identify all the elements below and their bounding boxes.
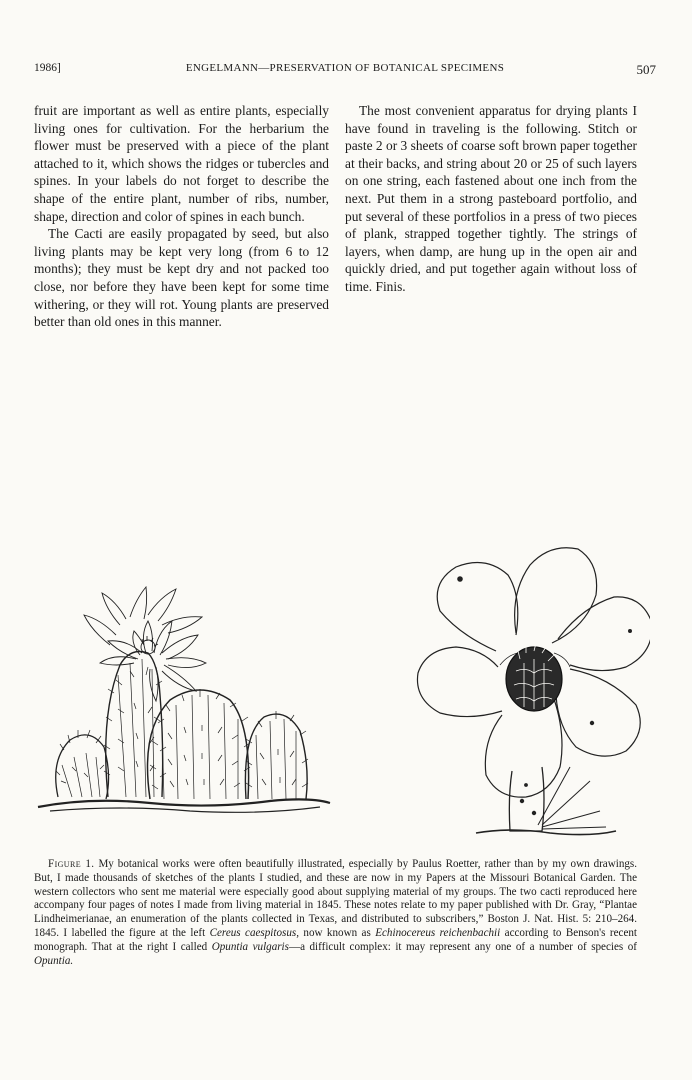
figure-1 xyxy=(30,535,650,845)
opuntia-flower-illustration xyxy=(417,548,650,835)
cactus-clump-illustration xyxy=(38,587,330,812)
caption-text: according to Benson's recent monograph. That at the right I called xyxy=(34,926,637,953)
running-header xyxy=(34,62,656,82)
caption-text: My botanical works were often beautifully illustrated, especially by Paulus Roetter, rather than by my own drawings. But, I made thousands of sketches of the plants I studied, and these are now in my Papers at the Missouri Botanical Garden. The western collectors who sent me material were especially good about supplying material of my groups. The two cacti reproduced here accompany four pages of notes I made from living material in 1845. These notes relate to my paper published with Dr. Gray, “Plantae Lindheimerianae, an enumeration of the plants collected in Texas, and distributed to subscribers,” Boston J. Nat. Hist. 5: 210–264. 1845. I labelled the figure at the left xyxy=(34,858,638,939)
paragraph: The Cacti are easily propagated by seed, but also living plants may be kept very long (from 6 to 12 months); they must be kept dry and not packed too close, nor before they have been kept for some time withering, or they will rot. Young plants are preserved better than old ones in this manner. xyxy=(34,226,329,330)
left-column xyxy=(34,102,329,331)
right-column xyxy=(345,102,637,296)
page-number: 507 xyxy=(636,62,656,77)
caption-text: —a difficult complex: it may represent any one of a number of species of xyxy=(288,940,637,953)
caption-label: Figure 1. xyxy=(48,858,95,870)
paragraph: fruit are important as well as entire plants, especially living ones for cultivation. For the herbarium the flower must be preserved with a piece of the plant attached to it, which shows the ridges or tubercles and spines. In your labels do not forget to describe the shape of the entire plant, number of ribs, number, shape, direction and color of spines in each bunch. xyxy=(34,103,329,224)
running-title: ENGELMANN—PRESERVATION OF BOTANICAL SPECIMENS xyxy=(185,62,505,74)
header-year: 1986] xyxy=(34,62,61,74)
caption-text: now known as xyxy=(298,926,376,939)
figure-caption xyxy=(34,858,637,968)
caption-species: Opuntia. xyxy=(34,954,74,967)
caption-species: Cereus caespitosus, xyxy=(209,926,299,939)
paragraph: The most convenient apparatus for drying plants I have found in traveling is the following. Stitch or paste 2 or 3 sheets of coarse soft brown paper together at their backs, and string about 20 or 25 of such layers on one string, each fastened about one inch from the next. Put them in a strong pasteboard portfolio, and put several of these portfolios in a press of two pieces of plank, strapped together tightly. The strings of layers, when damp, are hung up in the open air and quickly dried, and put together again without loss of time. Finis. xyxy=(345,103,637,294)
caption-species: Echinocereus reichenbachii xyxy=(375,926,501,939)
caption-species: Opuntia vulgaris xyxy=(211,940,289,953)
